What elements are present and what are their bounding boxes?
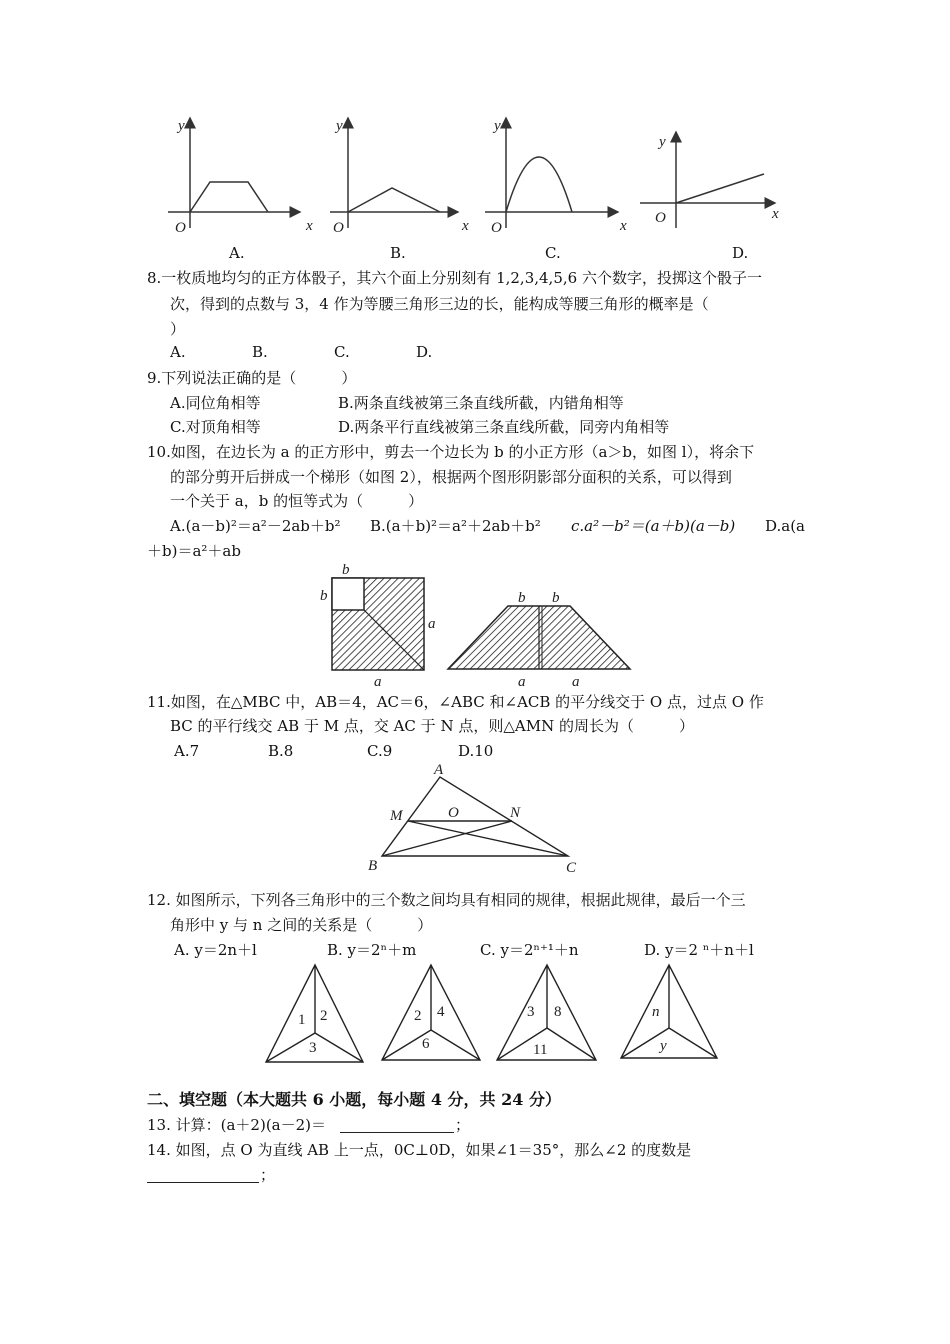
q13-end: ； — [455, 1116, 471, 1134]
q10-line-3: 一个关于 a，b 的恒等式为（ ） — [170, 492, 424, 510]
graph-b-x-label: x — [462, 218, 469, 234]
q12-option-d: D. y＝2 ⁿ＋n＋l — [644, 941, 754, 959]
q11-line-2: BC 的平行线交 AB 于 M 点，交 AC 于 N 点，则△AMN 的周长为（ ） — [170, 717, 694, 735]
graph-b-y-label: y — [336, 118, 343, 134]
q8-line-3: ） — [170, 320, 186, 338]
q12-line-2: 角形中 y 与 n 之间的关系是（ ） — [170, 916, 433, 934]
q12-triangles — [0, 960, 950, 1070]
q12-t1-right: 2 — [320, 1008, 328, 1024]
q10-option-b: B.(a＋b)²＝a²＋2ab＋b² — [370, 517, 541, 535]
graph-b — [330, 118, 458, 228]
q7-option-d: D. — [732, 244, 749, 262]
q13-text: 13. 计算：(a＋2)(a－2)＝ — [147, 1116, 327, 1134]
q10-option-c: c.a²－b²＝(a＋b)(a－b) — [571, 517, 736, 535]
section-2-title: 二、填空题（本大题共 6 小题，每小题 4 分，共 24 分） — [147, 1090, 561, 1109]
q12-option-b: B. y＝2ⁿ＋m — [327, 941, 417, 959]
q10-fig2-label-b-right: b — [552, 590, 560, 606]
graph-d-y-label: y — [659, 134, 666, 150]
q12-line-1: 12. 如图所示，下列各三角形中的三个数之间均具有相同的规律，根据此规律，最后一个三 — [147, 891, 746, 909]
q11-label-a: A — [434, 762, 444, 778]
q12-t1-left: 1 — [298, 1012, 306, 1028]
q11-option-c: C.9 — [367, 742, 393, 760]
q11-line-1: 11.如图，在△MBC 中，AB＝4，AC＝6，∠ABC 和∠ACB 的平分线交于 O 点，过点 O 作 — [147, 693, 764, 711]
q12-t2-bottom: 6 — [422, 1036, 430, 1052]
q8-line-2: 次，得到的点数与 3，4 作为等腰三角形三边的长，能构成等腰三角形的概率是（ — [170, 295, 709, 313]
graph-a-x-label: x — [306, 218, 313, 234]
q8-line-1: 8.一枚质地均匀的正方体骰子，其六个面上分别刻有 1,2,3,4,5,6 六个数字，投掷这个骰子一 — [147, 269, 762, 287]
graph-a-y-label: y — [178, 118, 185, 134]
q10-fig2-label-a-left: a — [518, 674, 526, 688]
q10-option-a: A.(a－b)²＝a²－2ab＋b² — [170, 517, 341, 535]
q7-option-c: C. — [545, 244, 561, 262]
q9-option-b: B.两条直线被第三条直线所截，内错角相等 — [338, 394, 624, 412]
q8-option-d: D. — [416, 343, 433, 361]
q11-option-a: A.7 — [174, 742, 200, 760]
q11-label-o: O — [448, 805, 459, 821]
q9-option-a: A.同位角相等 — [170, 394, 261, 412]
q11-label-c: C — [566, 860, 577, 876]
q8-option-b: B. — [252, 343, 268, 361]
q8-option-a: A. — [170, 343, 186, 361]
q12-t2-right: 4 — [437, 1004, 445, 1020]
q12-t3-left: 3 — [527, 1004, 535, 1020]
q12-t4-bottom: y — [660, 1038, 667, 1054]
q12-triangle-2 — [382, 965, 480, 1060]
graph-c-origin: O — [491, 220, 502, 236]
q11-label-n: N — [510, 805, 521, 821]
q14-answer-blank[interactable] — [147, 1181, 259, 1183]
q12-t3-right: 8 — [554, 1004, 562, 1020]
graph-c-y-label: y — [494, 118, 501, 134]
graph-d-origin: O — [655, 210, 666, 226]
graph-c — [485, 118, 618, 228]
q7-graphs — [0, 110, 950, 350]
q12-triangle-4 — [621, 965, 717, 1058]
q14-text: 14. 如图，点 O 为直线 AB 上一点，0C⊥0D，如果∠1＝35°，那么∠2 的度数是 — [147, 1141, 692, 1159]
q9-option-c: C.对顶角相等 — [170, 418, 261, 436]
q12-t4-left: n — [652, 1004, 660, 1020]
q10-figure-1 — [332, 578, 424, 670]
graph-d-x-label: x — [772, 206, 779, 222]
q10-fig2-label-b-left: b — [518, 590, 526, 606]
q7-option-b: B. — [390, 244, 406, 262]
q9-option-d: D.两条平行直线被第三条直线所截，同旁内角相等 — [338, 418, 670, 436]
q11-figure — [0, 760, 950, 880]
graph-c-x-label: x — [620, 218, 627, 234]
q11-option-d: D.10 — [458, 742, 494, 760]
q12-option-a: A. y＝2n＋l — [174, 941, 257, 959]
q11-option-b: B.8 — [268, 742, 294, 760]
q14-end: ； — [260, 1166, 276, 1184]
graph-a-origin: O — [175, 220, 186, 236]
q10-line-1: 10.如图，在边长为 a 的正方形中，剪去一个边长为 b 的小正方形（a＞b，如图 l），将余下 — [147, 443, 755, 461]
q12-t3-bottom: 11 — [533, 1042, 548, 1058]
q7-option-a: A. — [229, 244, 245, 262]
q10-fig1-label-b-top: b — [342, 562, 350, 578]
q10-figure-2 — [448, 606, 630, 669]
q11-label-b: B — [368, 858, 378, 874]
q10-option-d-part1: D.a(a — [765, 517, 805, 535]
q13-answer-blank[interactable] — [340, 1131, 454, 1133]
graph-a — [168, 118, 300, 228]
q10-fig1-label-a-bottom: a — [374, 674, 382, 688]
q11-label-m: M — [390, 808, 403, 824]
q12-option-c: C. y＝2ⁿ⁺¹＋n — [480, 941, 579, 959]
q12-t1-bottom: 3 — [309, 1040, 317, 1056]
q10-fig2-label-a-right: a — [572, 674, 580, 688]
q8-option-c: C. — [334, 343, 350, 361]
q9-stem: 9.下列说法正确的是（ ） — [147, 369, 357, 387]
q10-option-d-part2: ＋b)＝a²＋ab — [147, 542, 241, 560]
q10-line-2: 的部分剪开后拼成一个梯形（如图 2），根据两个图形阴影部分面积的关系，可以得到 — [170, 468, 732, 486]
graph-b-origin: O — [333, 220, 344, 236]
q10-fig1-label-a-right: a — [428, 616, 436, 632]
q10-fig1-label-b-left: b — [320, 588, 328, 604]
q12-t2-left: 2 — [414, 1008, 422, 1024]
q10-figure — [0, 558, 950, 688]
